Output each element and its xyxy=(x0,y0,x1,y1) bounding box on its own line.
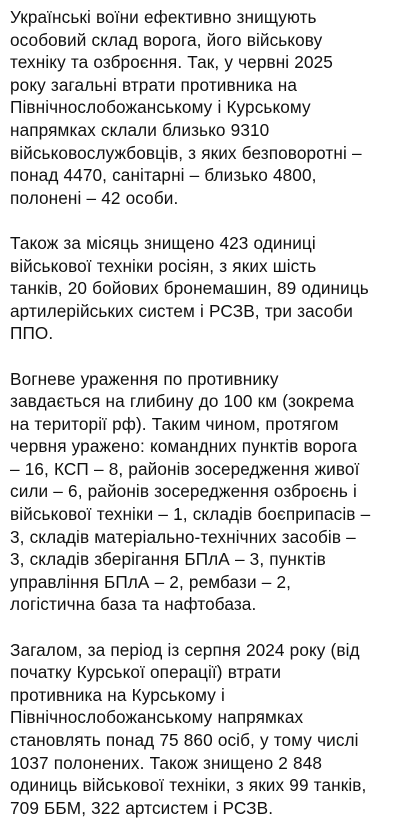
text-line: військової техніки росіян, з яких шість xyxy=(10,255,317,276)
text-line: на території рф). Таким чином, протягом xyxy=(10,413,339,434)
text-line: ППО. xyxy=(10,323,54,344)
message-text xyxy=(10,6,404,819)
paragraph-equipment xyxy=(10,232,404,345)
paragraph-gap xyxy=(10,209,404,232)
text-line: Вогневе ураження по противнику xyxy=(10,368,279,389)
text-line: логістична база та нафтобаза. xyxy=(10,594,257,615)
paragraph-gap xyxy=(10,616,404,639)
text-line: 3, складів зберігання БПлА – 3, пунктів xyxy=(10,549,326,570)
text-line: техніку та озброєння. Так, у червні 2025 xyxy=(10,52,333,73)
text-line: Північнослобожанському і Курському xyxy=(10,97,311,118)
text-line: танків, 20 бойових бронемашин, 89 одиниць xyxy=(10,278,369,299)
text-line: 1037 полонених. Також знищено 2 848 xyxy=(10,752,323,773)
text-line: Українські воїни ефективно знищують xyxy=(10,7,317,27)
text-line: особовий склад ворога, його військову xyxy=(10,29,323,50)
text-line: сили – 6, районів зосередження озброєнь і xyxy=(10,481,357,502)
text-line: управління БПлА – 2, рембази – 2, xyxy=(10,571,291,592)
text-line: 709 ББМ, 322 артсистем і РСЗВ. xyxy=(10,797,274,818)
text-line: одиниць військової техніки, з яких 99 танків, xyxy=(10,775,367,796)
paragraph-gap xyxy=(10,345,404,368)
text-line: напрямках склали близько 9310 xyxy=(10,119,270,140)
text-line: завдається на глибину до 100 км (зокрема xyxy=(10,391,354,412)
paragraph-losses xyxy=(10,6,404,209)
text-line: полонені – 42 особи. xyxy=(10,187,179,208)
paragraph-strikes xyxy=(10,368,404,617)
text-line: – 16, КСП – 8, районів зосередження живої xyxy=(10,458,360,479)
text-line: початку Курської операції) втрати xyxy=(10,662,282,683)
text-line: Загалом, за період із серпня 2024 року (від xyxy=(10,639,360,660)
text-line: військовослужбовців, з яких безповоротні – xyxy=(10,142,362,163)
text-line: становлять понад 75 860 осіб, у тому числі xyxy=(10,730,359,750)
text-line: військової техніки – 1, складів боєприпасів – xyxy=(10,504,371,525)
text-line: противника на Курському і xyxy=(10,684,225,705)
text-line: артилерійських систем і РСЗВ, три засоби xyxy=(10,300,353,321)
text-line: Також за місяць знищено 423 одиниці xyxy=(10,232,316,253)
text-line: 3, складів матеріально-технічних засобів – xyxy=(10,526,356,547)
text-line: року загальні втрати противника на xyxy=(10,74,297,95)
text-line: понад 4470, санітарні – близько 4800, xyxy=(10,165,317,186)
text-line: Північнослобожанському напрямках xyxy=(10,707,304,728)
paragraph-totals xyxy=(10,639,404,819)
text-line: червня уражено: командних пунктів ворога xyxy=(10,436,358,457)
